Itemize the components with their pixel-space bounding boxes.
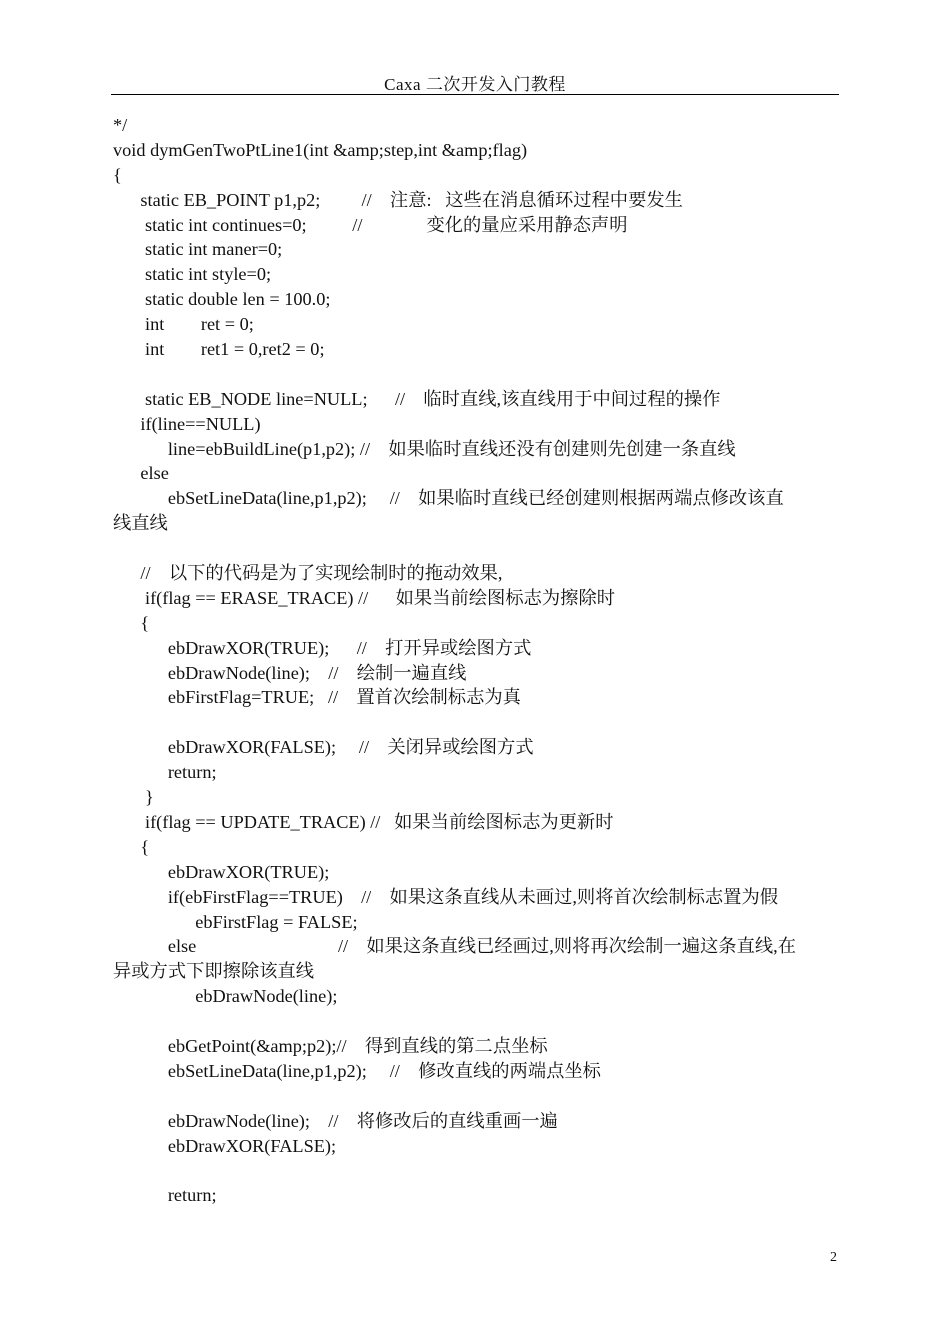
- code-line: {: [113, 164, 122, 185]
- code-line: return;: [113, 1185, 217, 1206]
- code-line: ebDrawXOR(TRUE); // 打开异或绘图方式: [113, 637, 532, 658]
- code-line: line=ebBuildLine(p1,p2); // 如果临时直线还没有创建则先创建一条直线: [113, 438, 736, 459]
- code-line: if(ebFirstFlag==TRUE) // 如果这条直线从未画过,则将首次绘制标志置为假: [113, 886, 779, 907]
- header-rule: [111, 94, 839, 95]
- code-line: }: [113, 787, 154, 808]
- code-line: return;: [113, 762, 217, 783]
- code-line: ebDrawXOR(FALSE);: [113, 1135, 337, 1156]
- code-line: else: [113, 463, 169, 484]
- code-line: if(flag == UPDATE_TRACE) // 如果当前绘图标志为更新时: [113, 811, 614, 832]
- code-line: ebDrawNode(line); // 将修改后的直线重画一遍: [113, 1110, 558, 1131]
- code-line: ebDrawNode(line);: [113, 986, 338, 1007]
- code-line: {: [113, 612, 150, 633]
- code-line: [113, 1084, 841, 1109]
- code-line: {: [113, 836, 150, 857]
- code-line: // 以下的代码是为了实现绘制时的拖动效果,: [113, 563, 503, 584]
- code-line: ebSetLineData(line,p1,p2); // 修改直线的两端点坐标: [113, 1060, 601, 1081]
- code-line: static double len = 100.0;: [113, 289, 331, 310]
- code-line: int ret = 0;: [113, 314, 254, 335]
- code-line: int ret1 = 0,ret2 = 0;: [113, 339, 325, 360]
- code-line: 线直线: [113, 513, 168, 534]
- code-line: static int continues=0; // 变化的量应采用静态声明: [113, 214, 628, 235]
- code-line: 异或方式下即擦除该直线: [113, 961, 315, 982]
- code-line: static int maner=0;: [113, 239, 283, 260]
- code-line: [113, 1009, 841, 1034]
- code-line: ebDrawXOR(FALSE); // 关闭异或绘图方式: [113, 737, 534, 758]
- code-line: [113, 536, 841, 561]
- code-line: else // 如果这条直线已经画过,则将再次绘制一遍这条直线,在: [113, 936, 796, 957]
- code-listing: [113, 113, 841, 1208]
- code-line: [113, 362, 841, 387]
- code-line: void dymGenTwoPtLine1(int &amp;step,int &amp;flag): [113, 139, 528, 160]
- code-line: [113, 710, 841, 735]
- code-line: ebDrawNode(line); // 绘制一遍直线: [113, 662, 467, 683]
- code-line: ebFirstFlag = FALSE;: [113, 911, 358, 932]
- page-number: 2: [830, 1250, 837, 1265]
- code-line: ebDrawXOR(TRUE);: [113, 861, 330, 882]
- code-line: static EB_POINT p1,p2; // 注意: 这些在消息循环过程中要发生: [113, 189, 683, 210]
- code-line: ebGetPoint(&amp;p2);// 得到直线的第二点坐标: [113, 1035, 548, 1056]
- code-line: */: [113, 115, 128, 135]
- code-line: [113, 1158, 841, 1183]
- page-header-title: Caxa 二次开发入门教程: [384, 75, 566, 94]
- code-line: static int style=0;: [113, 264, 272, 285]
- code-line: if(flag == ERASE_TRACE) // 如果当前绘图标志为擦除时: [113, 587, 616, 608]
- code-line: ebFirstFlag=TRUE; // 置首次绘制标志为真: [113, 687, 521, 708]
- code-line: ebSetLineData(line,p1,p2); // 如果临时直线已经创建则根据两端点修改该直: [113, 488, 784, 509]
- code-line: if(line==NULL): [113, 413, 261, 434]
- code-line: static EB_NODE line=NULL; // 临时直线,该直线用于中间过程的操作: [113, 388, 721, 409]
